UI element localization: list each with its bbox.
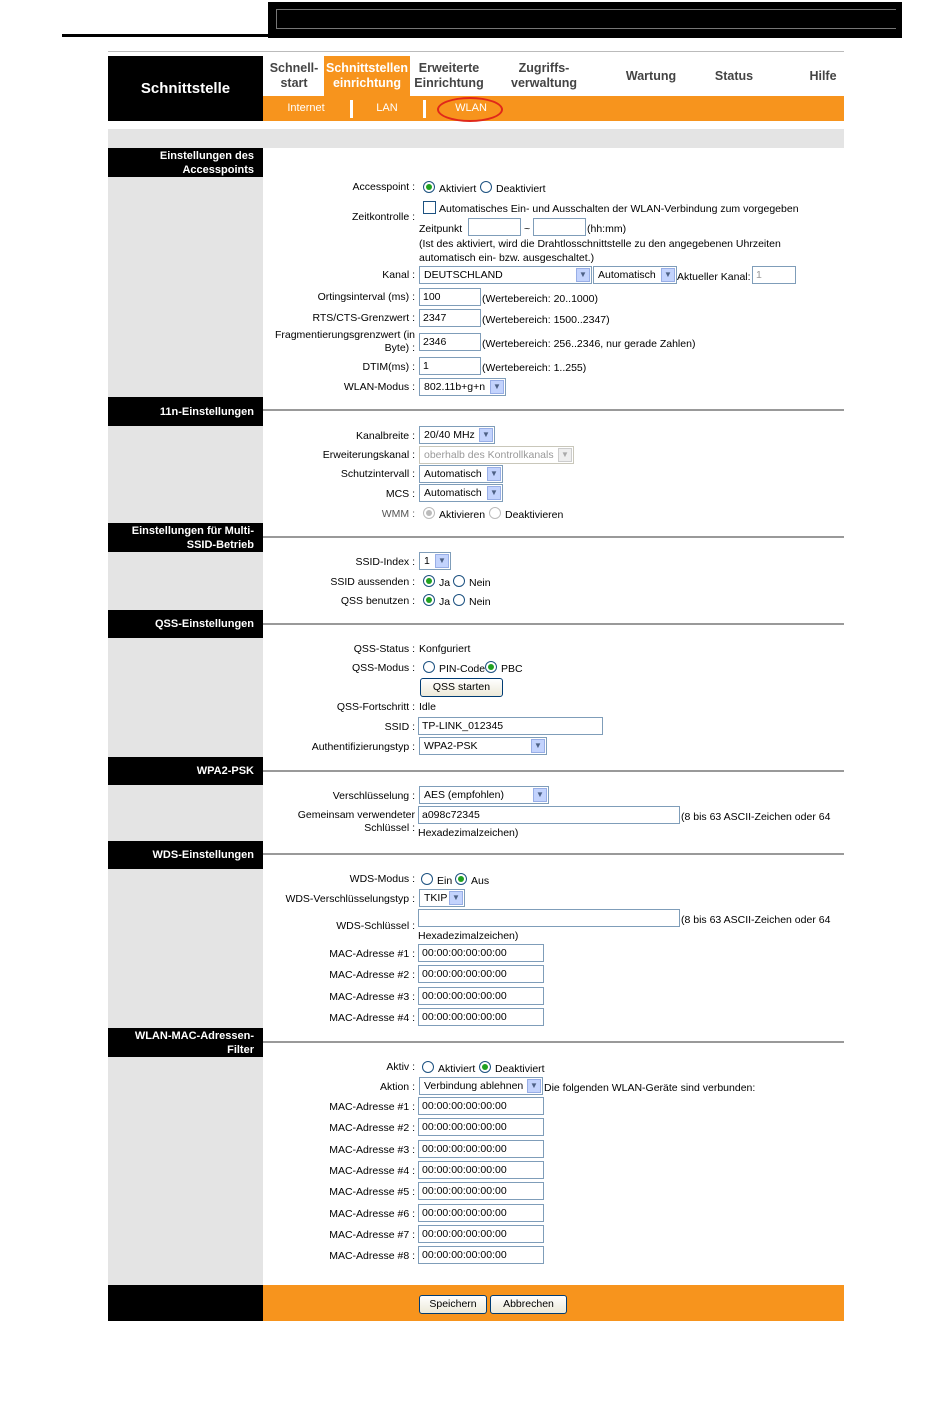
section-divider bbox=[263, 409, 844, 411]
content-top-strip bbox=[108, 129, 844, 148]
mac7-input[interactable] bbox=[418, 1225, 544, 1243]
zeitpunkt-start-input[interactable] bbox=[468, 218, 521, 236]
dtim-range: (Wertebereich: 1..255) bbox=[482, 362, 587, 374]
mcs-label: MCS : bbox=[385, 488, 415, 500]
subnav-separator bbox=[350, 100, 353, 118]
chevron-down-icon: ▼ bbox=[487, 486, 501, 500]
subnav-wlan[interactable]: WLAN bbox=[455, 102, 487, 114]
wds-mac4-input[interactable] bbox=[418, 1008, 544, 1026]
mac6-label: MAC-Adresse #6 : bbox=[329, 1208, 415, 1220]
frag-range: (Wertebereich: 256..2346, nur gerade Zahlen) bbox=[482, 338, 696, 350]
chevron-down-icon: ▼ bbox=[531, 739, 545, 753]
qss-pbc-radio[interactable] bbox=[485, 661, 497, 673]
section-divider bbox=[263, 853, 844, 855]
section-divider bbox=[263, 623, 844, 625]
zeitkontrolle-checkbox[interactable] bbox=[423, 201, 436, 214]
wds-mac3-input[interactable] bbox=[418, 987, 544, 1005]
mac1-label: MAC-Adresse #1 : bbox=[329, 1101, 415, 1113]
mac5-input[interactable] bbox=[418, 1182, 544, 1200]
wds-mac2-input[interactable] bbox=[418, 965, 544, 983]
schutzintervall-label: Schutzintervall : bbox=[340, 468, 415, 480]
zeitkontrolle-text: Automatisches Ein- und Ausschalten der WLAN-Verbindung zum vorgegeben bbox=[439, 203, 799, 215]
schutzintervall-select[interactable]: Automatisch ▼ bbox=[419, 465, 503, 483]
footer-left-block bbox=[108, 1285, 263, 1321]
nav-schnellstart[interactable]: Schnell- start bbox=[269, 61, 319, 90]
hhmm-hint: (hh:mm) bbox=[587, 223, 627, 235]
section-multi-ssid: Einstellungen für Multi- SSID-Betrieb bbox=[108, 523, 263, 552]
wds-vtyp-select[interactable]: TKIP ▼ bbox=[419, 889, 465, 907]
mac-aktion-note: Die folgenden WLAN-Geräte sind verbunden: bbox=[544, 1082, 756, 1094]
left-column bbox=[108, 148, 263, 1285]
orting-label: Ortingsinterval (ms) : bbox=[317, 291, 415, 303]
erweiterungskanal-select: oberhalb des Kontrollkanals ▼ bbox=[419, 446, 574, 464]
mac5-label: MAC-Adresse #5 : bbox=[329, 1186, 415, 1198]
qss-benutzen-label: QSS benutzen : bbox=[340, 595, 415, 607]
accesspoint-label: Accesspoint : bbox=[352, 181, 415, 193]
qss-benutzen-nein-label: Nein bbox=[469, 596, 491, 608]
nav-status[interactable]: Status bbox=[714, 68, 754, 83]
wds-mac3-label: MAC-Adresse #3 : bbox=[329, 991, 415, 1003]
kanalbreite-label: Kanalbreite : bbox=[356, 430, 415, 442]
wds-mac2-label: MAC-Adresse #2 : bbox=[329, 969, 415, 981]
ssid-index-select[interactable]: 1 ▼ bbox=[419, 552, 451, 570]
mac2-input[interactable] bbox=[418, 1118, 544, 1136]
wmm-on-label: Aktivieren bbox=[439, 509, 486, 521]
wmm-label: WMM : bbox=[381, 508, 415, 520]
rts-input[interactable] bbox=[419, 309, 481, 327]
wds-aus-radio[interactable] bbox=[455, 873, 467, 885]
section-divider bbox=[263, 536, 844, 538]
zeitpunkt-label: Zeitpunkt bbox=[419, 223, 463, 235]
chevron-down-icon: ▼ bbox=[661, 268, 675, 282]
chevron-down-icon: ▼ bbox=[576, 268, 590, 282]
mac4-input[interactable] bbox=[418, 1161, 544, 1179]
section-11n: 11n-Einstellungen bbox=[108, 397, 263, 426]
mac3-label: MAC-Adresse #3 : bbox=[329, 1144, 415, 1156]
qss-status-value: Konfguriert bbox=[419, 643, 471, 655]
mac-deaktiviert-label: Deaktiviert bbox=[495, 1063, 545, 1075]
accesspoint-off-label: Deaktiviert bbox=[496, 183, 546, 195]
chevron-down-icon: ▼ bbox=[527, 1079, 541, 1093]
mac7-label: MAC-Adresse #7 : bbox=[329, 1229, 415, 1241]
wds-ein-radio[interactable] bbox=[421, 873, 433, 885]
mac6-input[interactable] bbox=[418, 1204, 544, 1222]
wmm-off-label: Deaktivieren bbox=[505, 509, 564, 521]
wds-mac1-input[interactable] bbox=[418, 944, 544, 962]
mac3-input[interactable] bbox=[418, 1140, 544, 1158]
wds-modus-label: WDS-Modus : bbox=[349, 873, 415, 885]
nav-erweiterte[interactable]: Erweiterte Einrichtung bbox=[414, 61, 484, 90]
wds-ein-label: Ein bbox=[437, 875, 453, 887]
dtim-label: DTIM(ms) : bbox=[362, 361, 415, 373]
kanalbreite-select[interactable]: 20/40 MHz ▼ bbox=[419, 426, 495, 444]
wds-vtyp-label: WDS-Verschlüsselungstyp : bbox=[285, 893, 415, 905]
ssid-label: SSID : bbox=[384, 721, 415, 733]
nav-zugriffsverwaltung[interactable]: Zugriffs- verwaltung bbox=[511, 61, 577, 90]
chevron-down-icon: ▼ bbox=[487, 467, 501, 481]
ssid-aussenden-ja-label: Ja bbox=[439, 577, 451, 589]
subnav-separator bbox=[423, 100, 426, 118]
mac-aktiviert-label: Aktiviert bbox=[438, 1063, 476, 1075]
wds-key-hint1: (8 bis 63 ASCII-Zeichen oder 64 bbox=[681, 914, 831, 926]
auth-select[interactable]: WPA2-PSK ▼ bbox=[419, 737, 547, 755]
mcs-select[interactable]: Automatisch ▼ bbox=[419, 484, 503, 502]
cancel-button[interactable]: Abbrechen bbox=[490, 1295, 567, 1314]
wds-key-label: WDS-Schlüssel : bbox=[336, 920, 415, 932]
section-divider bbox=[263, 1041, 844, 1043]
mac-aktiviert-radio[interactable] bbox=[422, 1061, 434, 1073]
rts-label: RTS/CTS-Grenzwert : bbox=[312, 312, 415, 324]
zeit-note-line2: automatisch ein- bzw. ausgeschaltet.) bbox=[419, 252, 595, 264]
frag-label: Fragmentierungsgrenzwert (in Byte) : bbox=[274, 329, 415, 354]
mac2-label: MAC-Adresse #2 : bbox=[329, 1122, 415, 1134]
subnav-lan[interactable]: LAN bbox=[376, 102, 398, 114]
qss-pin-radio[interactable] bbox=[423, 661, 435, 673]
wmm-off-radio bbox=[489, 507, 501, 519]
chevron-down-icon: ▼ bbox=[479, 428, 493, 442]
orting-input[interactable] bbox=[419, 288, 481, 306]
chevron-down-icon: ▼ bbox=[533, 788, 547, 802]
frag-input[interactable] bbox=[419, 333, 481, 351]
zeit-note-line1: (Ist des aktiviert, wird die Drahtlosschnittstelle zu den angegebenen Uhrzeiten bbox=[419, 238, 781, 250]
wmm-on-radio bbox=[423, 507, 435, 519]
aktueller-kanal-label: Aktueller Kanal: bbox=[677, 271, 751, 283]
accesspoint-on-label: Aktiviert bbox=[439, 183, 477, 195]
ssid-aussenden-ja-radio[interactable] bbox=[423, 575, 435, 587]
save-button[interactable]: Speichern bbox=[419, 1295, 487, 1314]
auth-label: Authentifizierungstyp : bbox=[311, 741, 415, 753]
section-divider bbox=[263, 770, 844, 772]
section-wds: WDS-Einstellungen bbox=[108, 841, 263, 869]
chevron-down-icon: ▼ bbox=[435, 554, 449, 568]
wds-mac4-label: MAC-Adresse #4 : bbox=[329, 1012, 415, 1024]
rts-range: (Wertebereich: 1500..2347) bbox=[482, 314, 610, 326]
qss-status-label: QSS-Status : bbox=[353, 643, 415, 655]
accesspoint-on-radio[interactable] bbox=[423, 181, 435, 193]
mac-aktion-select[interactable]: Verbindung ablehnen ▼ bbox=[419, 1077, 543, 1095]
nav-hilfe[interactable]: Hilfe bbox=[809, 68, 837, 83]
section-accesspoint: Einstellungen des Accesspoints bbox=[108, 148, 263, 177]
psk-key-hint1: (8 bis 63 ASCII-Zeichen oder 64 bbox=[681, 811, 831, 823]
mac-aktiv-label: Aktiv : bbox=[386, 1061, 415, 1073]
wlan-modus-label: WLAN-Modus : bbox=[343, 381, 415, 393]
mac-aktion-label: Aktion : bbox=[379, 1081, 415, 1093]
qss-pbc-label: PBC bbox=[501, 663, 523, 675]
verschluesselung-select[interactable]: AES (empfohlen) ▼ bbox=[419, 786, 549, 804]
wlan-highlight-circle bbox=[437, 97, 503, 122]
orting-range: (Wertebereich: 20..1000) bbox=[482, 293, 598, 305]
brand-title: Schnittstelle bbox=[108, 56, 263, 121]
kanal-country-select[interactable]: DEUTSCHLAND ▼ bbox=[419, 266, 592, 284]
header-inner-frame bbox=[276, 9, 896, 29]
qss-fortschritt-label: QSS-Fortschritt : bbox=[336, 701, 415, 713]
psk-key-hint2: Hexadezimalzeichen) bbox=[418, 827, 519, 839]
mac4-label: MAC-Adresse #4 : bbox=[329, 1165, 415, 1177]
verschluesselung-label: Verschlüsselung : bbox=[332, 790, 415, 802]
top-divider bbox=[108, 51, 844, 52]
erweiterungskanal-label: Erweiterungskanal : bbox=[322, 449, 415, 461]
qss-benutzen-ja-label: Ja bbox=[439, 596, 451, 608]
aktueller-kanal-input bbox=[752, 266, 796, 284]
qss-fortschritt-value: Idle bbox=[419, 701, 436, 713]
mac1-input[interactable] bbox=[418, 1097, 544, 1115]
section-mac-filter: WLAN-MAC-Adressen- Filter bbox=[108, 1028, 263, 1057]
psk-key-label: Gemeinsam verwendeter Schlüssel : bbox=[297, 809, 415, 834]
chevron-down-icon: ▼ bbox=[490, 380, 504, 394]
wds-aus-label: Aus bbox=[471, 875, 490, 887]
wds-mac1-label: MAC-Adresse #1 : bbox=[329, 948, 415, 960]
chevron-down-icon: ▼ bbox=[449, 891, 463, 905]
nav-wartung[interactable]: Wartung bbox=[625, 68, 677, 83]
ssid-aussenden-nein-radio[interactable] bbox=[453, 575, 465, 587]
kanal-label: Kanal : bbox=[382, 269, 415, 281]
qss-modus-label: QSS-Modus : bbox=[351, 662, 415, 674]
zeitkontrolle-label: Zeitkontrolle : bbox=[351, 211, 415, 223]
dtim-input[interactable] bbox=[419, 357, 481, 375]
wlan-modus-select[interactable]: 802.11b+g+n ▼ bbox=[419, 378, 506, 396]
chevron-down-icon: ▼ bbox=[558, 448, 572, 462]
qss-benutzen-nein-radio[interactable] bbox=[453, 594, 465, 606]
subnav-internet[interactable]: Internet bbox=[287, 102, 325, 114]
header-underline bbox=[62, 34, 270, 37]
mac8-input[interactable] bbox=[418, 1246, 544, 1264]
section-qss: QSS-Einstellungen bbox=[108, 610, 263, 638]
section-wpa2-psk: WPA2-PSK bbox=[108, 757, 263, 785]
ssid-aussenden-nein-label: Nein bbox=[469, 577, 491, 589]
qss-pin-label: PIN-Code bbox=[439, 663, 486, 675]
qss-benutzen-ja-radio[interactable] bbox=[423, 594, 435, 606]
ssid-aussenden-label: SSID aussenden : bbox=[330, 576, 415, 588]
mac-deaktiviert-radio[interactable] bbox=[479, 1061, 491, 1073]
zeitpunkt-end-input[interactable] bbox=[533, 218, 586, 236]
psk-key-input[interactable] bbox=[418, 806, 680, 824]
ssid-input[interactable] bbox=[418, 717, 603, 735]
nav-schnittstellen[interactable]: Schnittstellen einrichtung bbox=[324, 56, 410, 96]
qss-start-button[interactable]: QSS starten bbox=[420, 678, 503, 697]
wds-key-hint2: Hexadezimalzeichen) bbox=[418, 930, 519, 942]
accesspoint-off-radio[interactable] bbox=[480, 181, 492, 193]
kanal-channel-select[interactable]: Automatisch ▼ bbox=[593, 266, 677, 284]
wds-key-input[interactable] bbox=[418, 909, 680, 927]
ssid-index-label: SSID-Index : bbox=[355, 556, 415, 568]
tilde-separator: ~ bbox=[524, 223, 531, 235]
mac8-label: MAC-Adresse #8 : bbox=[329, 1250, 415, 1262]
